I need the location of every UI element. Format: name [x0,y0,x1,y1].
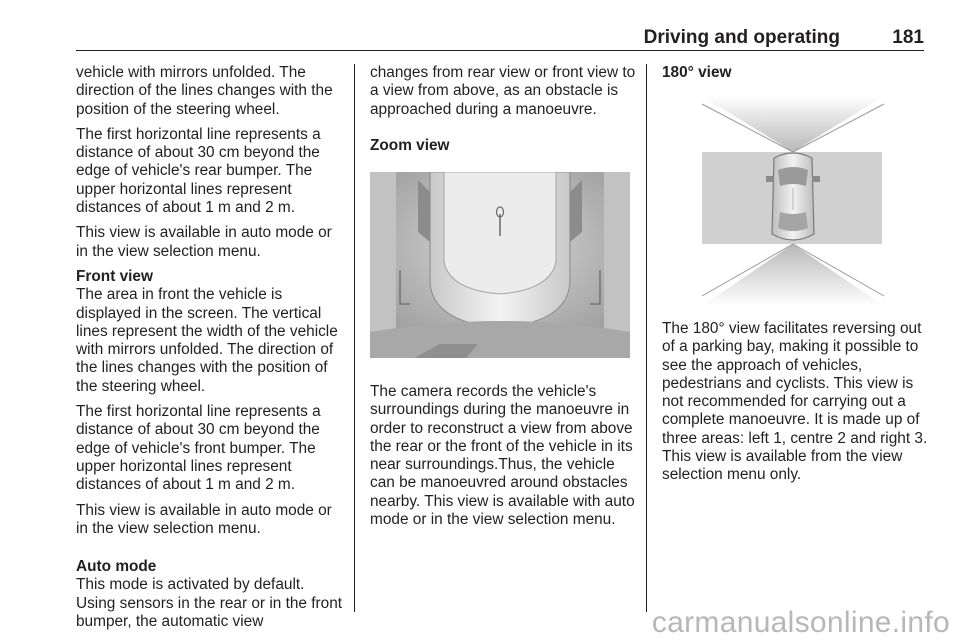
front-view-heading: Front view [76,267,153,285]
paragraph: The first horizontal line represents a distance of about 30 cm beyond the edge of vehicle's front bumper. The upper horizontal lines represent distances of about 1 m and 2 m. [76,403,321,494]
auto-mode-heading: Auto mode [76,558,157,576]
column-3-lower [662,320,928,492]
column-3 [662,64,928,82]
page-number: 181 [892,27,924,48]
page-header [76,24,924,51]
column-divider [354,64,355,612]
watermark: carmanualsonline.info [651,606,950,639]
paragraph: The camera records the vehicle's surroundings during the manoeuvre in order to reconstruct a view from above the rear or the front of the vehicle in its near surroundings.Thus, the vehicle can be manoeuvred around obstacles nearby. This view is available with auto mode or in the view selection menu. [370,383,635,529]
view-180-figure [662,96,924,306]
paragraph: This view is available in auto mode or in the view selection menu. [76,501,332,537]
column-2-lower [370,383,642,536]
zoom-view-figure [370,172,630,358]
column-2 [370,64,642,155]
paragraph: changes from rear view or front view to a view from above, as an obstacle is approached during a manoeuvre. [370,64,636,118]
section-title: Driving and operating [643,27,840,48]
paragraph: The area in front the vehicle is displayed in the screen. The vertical lines represent the width of the vehicle with mirrors unfolded. The direction of the lines changes with the position of the steering wheel. [76,286,338,395]
view-180-heading: 180° view [662,64,732,81]
paragraph: This view is available in auto mode or in the view selection menu. [76,224,332,260]
paragraph: This mode is activated by default. Using sensors in the rear or in the front bumper, the automatic view [76,576,343,631]
zoom-view-heading: Zoom view [370,136,450,154]
paragraph: The 180° view facilitates reversing out of a parking bay, making it possible to see the approach of vehicles, pedestrians and cyclists. This view is not recommended for carrying out a complete manoeuvre. It is made up of three areas: left 1, centre 2 and right 3. This view is available from the view selection menu only. [662,320,928,484]
column-divider [646,64,647,612]
column-1 [76,64,348,638]
paragraph: vehicle with mirrors unfolded. The direction of the lines changes with the position of the steering wheel. [76,64,333,118]
paragraph: The first horizontal line represents a distance of about 30 cm beyond the edge of vehicle's rear bumper. The upper horizontal lines represent distances of about 1 m and 2 m. [76,125,321,217]
